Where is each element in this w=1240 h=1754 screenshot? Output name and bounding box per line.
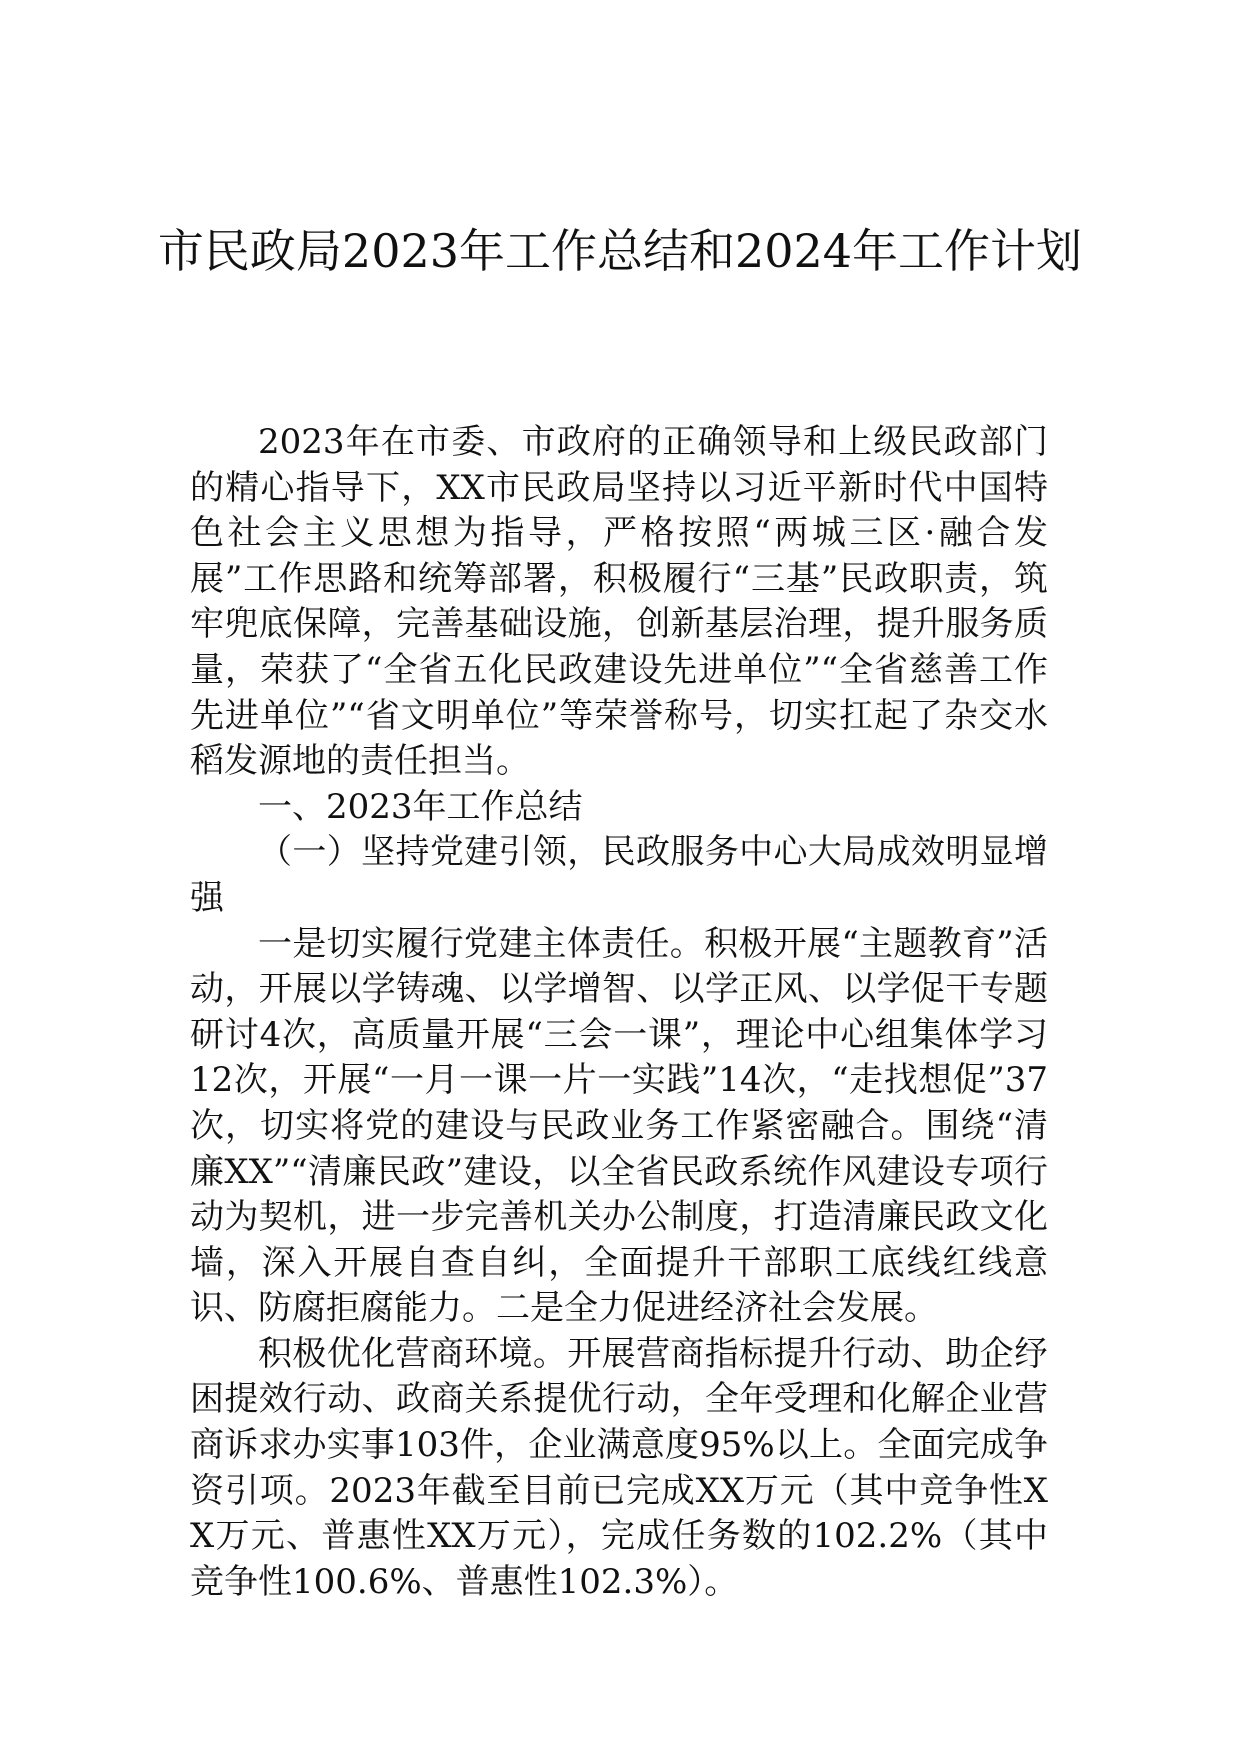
document-title: 市民政局2023年工作总结和2024年工作计划 <box>157 224 1083 278</box>
section-heading-1: 一、2023年工作总结 <box>258 786 583 827</box>
intro-paragraph: 2023年在市委、市政府的正确领导和上级民政部门的精心指导下，XX市民政局坚持以习近平新时代中国特色社会主义思想为指导，严格按照“两城三区·融合发展”工作思路和统筹部署，积极履行“三基”民政职责，筑牢兜底保障，完善基础设施，创新基层治理，提升服务质量，荣获了“全省五化民政建设先进单位”“全省慈善工作先进单位”“省文明单位”等荣誉称号，切实扛起了杂交水稻发源地的责任担当。 <box>190 422 1048 782</box>
body-paragraph-party-building: 一是切实履行党建主体责任。积极开展“主题教育”活动，开展以学铸魂、以学增智、以学正风、以学促干专题研讨4次，高质量开展“三会一课”，理论中心组集体学习12次，开展“一月一课一片一实践”14次，“走找想促”37次，切实将党的建设与民政业务工作紧密融合。围绕“清廉XX”“清廉民政”建设，以全省民政系统作风建设专项行动为契机，进一步完善机关办公制度，打造清廉民政文化墙，深入开展自查自纠，全面提升干部职工底线红线意识、防腐拒腐能力。二是全力促进经济社会发展。 <box>190 923 1048 1329</box>
subsection-heading-1: （一）坚持党建引领，民政服务中心大局成效明显增强 <box>190 832 1048 918</box>
body-paragraph-business-environment: 积极优化营商环境。开展营商指标提升行动、助企纾困提效行动、政商关系提优行动，全年受理和化解企业营商诉求办实事103件，企业满意度95%以上。全面完成争资引项。2023年截至目前已完成XX万元（其中竞争性XX万元、普惠性XX万元），完成任务数的102.2%（其中竞争性100.6%、普惠性102.3%）。 <box>190 1333 1048 1602</box>
document-body <box>190 420 1048 1605</box>
